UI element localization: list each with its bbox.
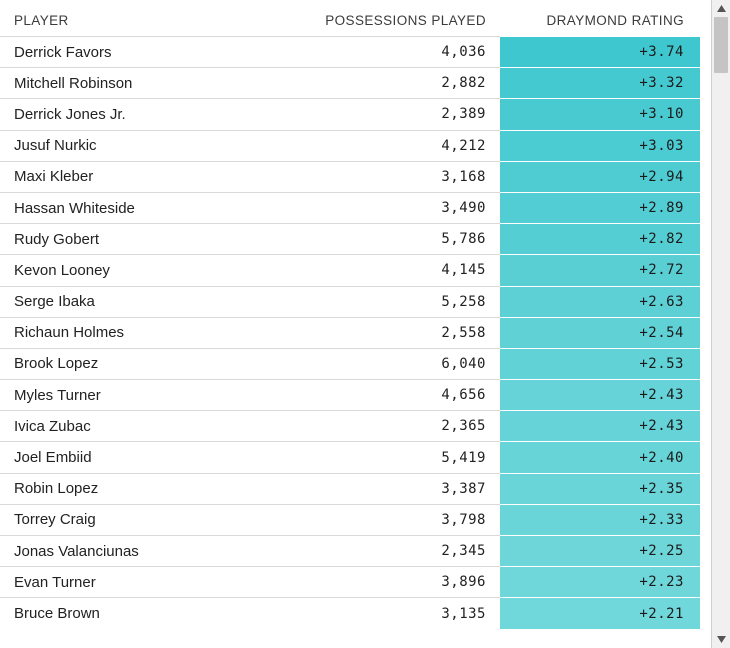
- cell-draymond-rating: +2.72: [500, 255, 700, 286]
- cell-player-name: Jonas Valanciunas: [0, 536, 300, 567]
- cell-draymond-rating: +2.54: [500, 317, 700, 348]
- cell-player-name: Hassan Whiteside: [0, 192, 300, 223]
- cell-draymond-rating: +2.94: [500, 161, 700, 192]
- column-header-draymond-rating[interactable]: DRAYMOND RATING: [500, 0, 700, 37]
- cell-draymond-rating: +2.33: [500, 504, 700, 535]
- column-header-possessions-played[interactable]: POSSESSIONS PLAYED: [300, 0, 500, 37]
- cell-player-name: Myles Turner: [0, 380, 300, 411]
- cell-possessions-played: 3,490: [300, 192, 500, 223]
- table-row[interactable]: [0, 536, 700, 567]
- cell-possessions-played: 5,786: [300, 224, 500, 255]
- table-header-row: [0, 0, 700, 37]
- cell-player-name: Jusuf Nurkic: [0, 130, 300, 161]
- table-row[interactable]: [0, 504, 700, 535]
- cell-draymond-rating: +2.53: [500, 348, 700, 379]
- cell-player-name: Ivica Zubac: [0, 411, 300, 442]
- table-header: [0, 0, 700, 37]
- cell-possessions-played: 3,798: [300, 504, 500, 535]
- table-row[interactable]: [0, 255, 700, 286]
- cell-possessions-played: 6,040: [300, 348, 500, 379]
- table-row[interactable]: [0, 473, 700, 504]
- cell-player-name: Joel Embiid: [0, 442, 300, 473]
- vertical-scrollbar[interactable]: [711, 0, 730, 648]
- cell-possessions-played: 4,036: [300, 37, 500, 68]
- caret-up-icon[interactable]: [712, 0, 730, 17]
- cell-possessions-played: 4,212: [300, 130, 500, 161]
- cell-possessions-played: 5,258: [300, 286, 500, 317]
- cell-player-name: Derrick Favors: [0, 37, 300, 68]
- cell-player-name: Robin Lopez: [0, 473, 300, 504]
- table-row[interactable]: [0, 567, 700, 598]
- cell-draymond-rating: +3.03: [500, 130, 700, 161]
- cell-player-name: Richaun Holmes: [0, 317, 300, 348]
- scrollbar-track[interactable]: [712, 17, 730, 631]
- cell-player-name: Mitchell Robinson: [0, 68, 300, 99]
- cell-draymond-rating: +3.74: [500, 37, 700, 68]
- cell-possessions-played: 2,345: [300, 536, 500, 567]
- cell-draymond-rating: +2.35: [500, 473, 700, 504]
- table-row[interactable]: [0, 161, 700, 192]
- cell-draymond-rating: +2.43: [500, 411, 700, 442]
- cell-draymond-rating: +2.23: [500, 567, 700, 598]
- cell-possessions-played: 5,419: [300, 442, 500, 473]
- cell-possessions-played: 4,145: [300, 255, 500, 286]
- cell-draymond-rating: +2.82: [500, 224, 700, 255]
- table-row[interactable]: [0, 99, 700, 130]
- cell-player-name: Bruce Brown: [0, 598, 300, 629]
- table-row[interactable]: [0, 380, 700, 411]
- table-row[interactable]: [0, 130, 700, 161]
- cell-possessions-played: 2,558: [300, 317, 500, 348]
- caret-down-icon[interactable]: [712, 631, 730, 648]
- table-row[interactable]: [0, 317, 700, 348]
- cell-draymond-rating: +2.40: [500, 442, 700, 473]
- table-row[interactable]: [0, 286, 700, 317]
- cell-draymond-rating: +2.43: [500, 380, 700, 411]
- table-row[interactable]: [0, 37, 700, 68]
- table-row[interactable]: [0, 192, 700, 223]
- scrollbar-thumb[interactable]: [714, 17, 728, 73]
- cell-draymond-rating: +2.25: [500, 536, 700, 567]
- cell-possessions-played: 3,168: [300, 161, 500, 192]
- cell-player-name: Brook Lopez: [0, 348, 300, 379]
- cell-player-name: Rudy Gobert: [0, 224, 300, 255]
- cell-possessions-played: 3,896: [300, 567, 500, 598]
- cell-player-name: Maxi Kleber: [0, 161, 300, 192]
- column-header-player[interactable]: PLAYER: [0, 0, 300, 37]
- cell-player-name: Kevon Looney: [0, 255, 300, 286]
- cell-draymond-rating: +2.21: [500, 598, 700, 629]
- cell-draymond-rating: +3.32: [500, 68, 700, 99]
- cell-draymond-rating: +2.89: [500, 192, 700, 223]
- table-row[interactable]: [0, 348, 700, 379]
- table-body: [0, 37, 700, 630]
- table-row[interactable]: [0, 598, 700, 629]
- cell-possessions-played: 3,135: [300, 598, 500, 629]
- table-row[interactable]: [0, 224, 700, 255]
- cell-player-name: Evan Turner: [0, 567, 300, 598]
- cell-possessions-played: 2,882: [300, 68, 500, 99]
- cell-possessions-played: 2,365: [300, 411, 500, 442]
- cell-player-name: Torrey Craig: [0, 504, 300, 535]
- cell-possessions-played: 2,389: [300, 99, 500, 130]
- table-row[interactable]: [0, 442, 700, 473]
- cell-player-name: Derrick Jones Jr.: [0, 99, 300, 130]
- cell-possessions-played: 3,387: [300, 473, 500, 504]
- table-row[interactable]: [0, 68, 700, 99]
- cell-player-name: Serge Ibaka: [0, 286, 300, 317]
- cell-draymond-rating: +3.10: [500, 99, 700, 130]
- cell-possessions-played: 4,656: [300, 380, 500, 411]
- table-row[interactable]: [0, 411, 700, 442]
- cell-draymond-rating: +2.63: [500, 286, 700, 317]
